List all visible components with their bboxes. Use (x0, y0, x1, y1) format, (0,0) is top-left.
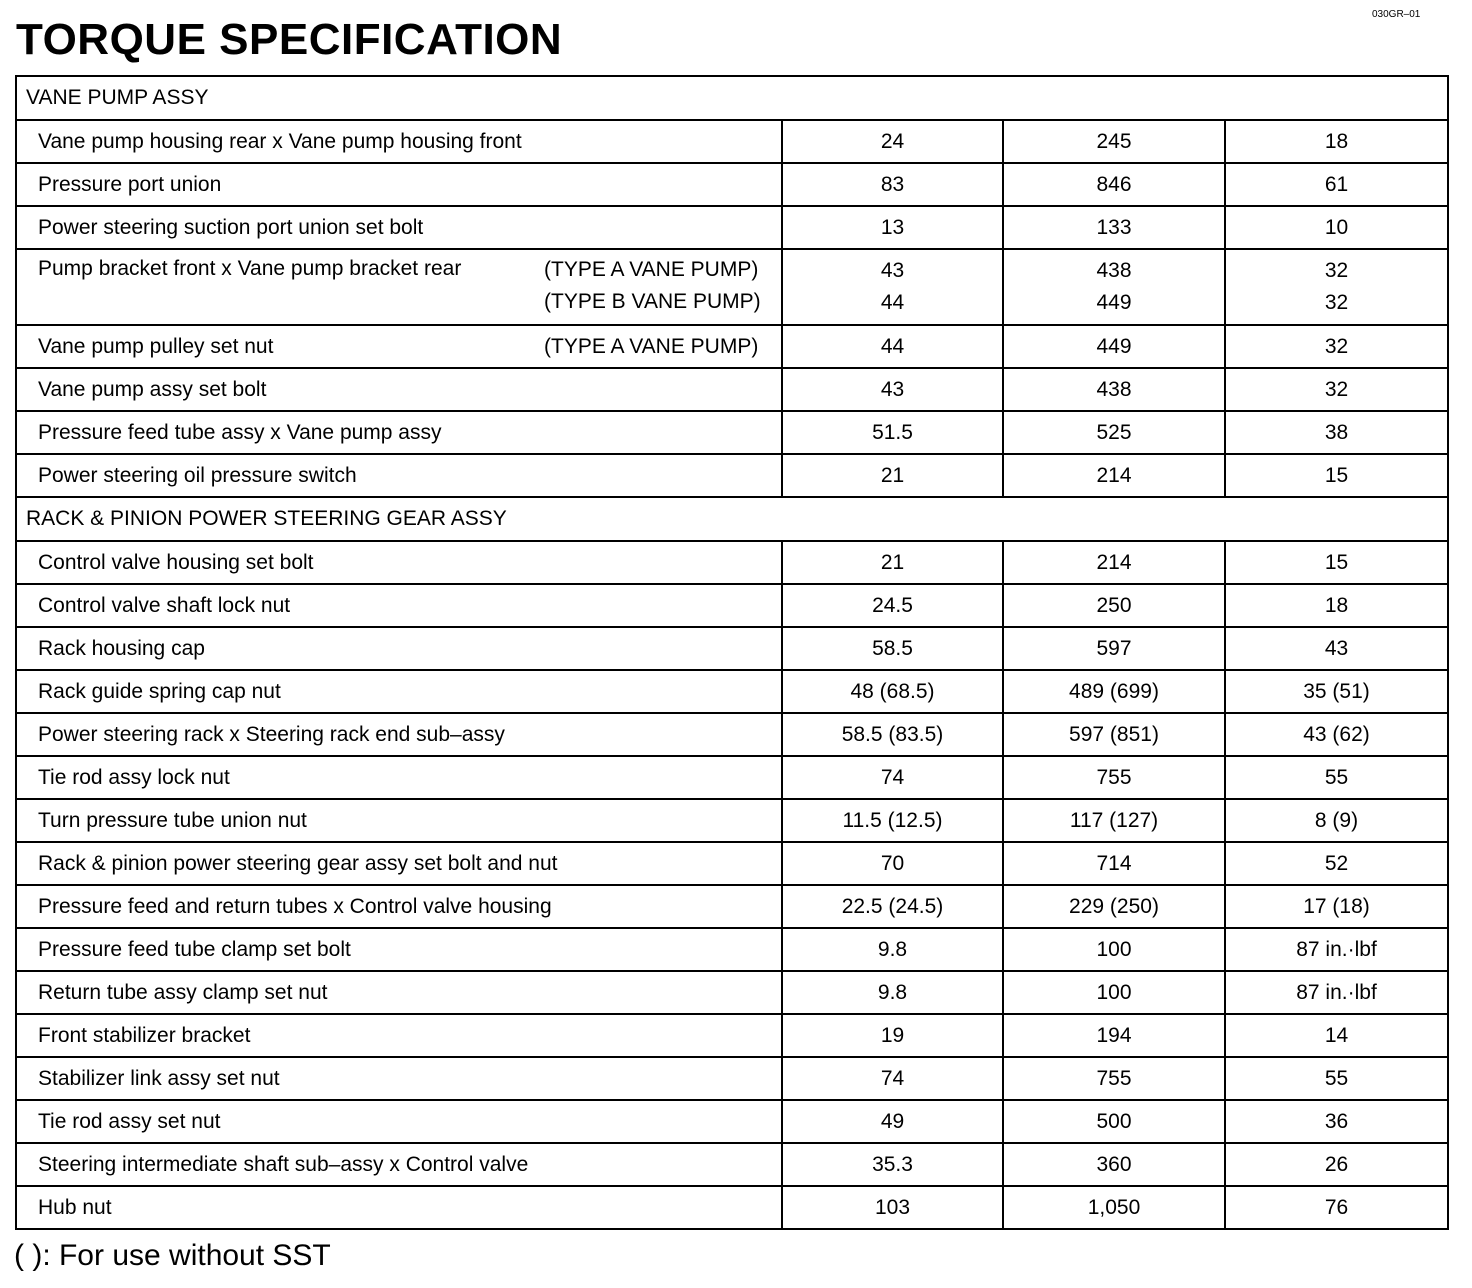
torque-value: 133 (1096, 215, 1132, 239)
torque-kgfcm-cell (1003, 885, 1225, 928)
torque-value: 19 (880, 1023, 905, 1047)
part-name: Hub nut (38, 1195, 112, 1219)
part-name-cell (16, 1014, 782, 1057)
part-name-cell (16, 411, 782, 454)
torque-kgfcm-cell (1003, 670, 1225, 713)
torque-value: 55 (1324, 1066, 1349, 1090)
part-name-cell (16, 627, 782, 670)
table-row (16, 325, 1448, 368)
table-row (16, 1014, 1448, 1057)
torque-value: 74 (880, 765, 905, 789)
torque-ftlbf-cell (1225, 1100, 1448, 1143)
table-row (16, 842, 1448, 885)
torque-value: 15 (1324, 463, 1349, 487)
torque-ftlbf-cell (1225, 971, 1448, 1014)
torque-value: 35 (51) (1303, 679, 1370, 703)
table-row (16, 713, 1448, 756)
torque-kgfcm-cell (1003, 1014, 1225, 1057)
torque-nm-cell (782, 971, 1003, 1014)
table-row (16, 928, 1448, 971)
part-name: Stabilizer link assy set nut (38, 1066, 280, 1090)
torque-nm-cell (782, 756, 1003, 799)
torque-kgfcm-cell (1003, 1100, 1225, 1143)
torque-value: 24.5 (872, 593, 913, 617)
type-note: (TYPE B VANE PUMP) (544, 290, 761, 313)
torque-kgfcm-cell (1003, 1186, 1225, 1229)
torque-ftlbf-cell (1225, 928, 1448, 971)
torque-kgfcm-cell (1003, 454, 1225, 497)
torque-value: 32 (1324, 291, 1349, 314)
footnote: ( ): For use without SST (14, 1239, 331, 1272)
torque-ftlbf-cell (1225, 627, 1448, 670)
torque-value: 43 (1324, 636, 1349, 660)
torque-nm-cell (782, 163, 1003, 206)
torque-kgfcm-cell (1003, 206, 1225, 249)
part-name: Power steering rack x Steering rack end sub–assy (38, 722, 505, 746)
part-name: Control valve housing set bolt (38, 550, 314, 574)
torque-kgfcm-cell (1003, 120, 1225, 163)
part-name: Vane pump assy set bolt (38, 377, 267, 401)
table-row (16, 541, 1448, 584)
torque-value: 1,050 (1087, 1195, 1141, 1219)
part-name: Vane pump pulley set nut (38, 334, 274, 358)
torque-value: 26 (1324, 1152, 1349, 1176)
torque-value: 18 (1324, 129, 1349, 153)
part-name: Power steering oil pressure switch (38, 463, 357, 487)
torque-nm-cell (782, 842, 1003, 885)
table-row (16, 885, 1448, 928)
torque-value: 48 (68.5) (850, 679, 935, 703)
torque-nm-cell (782, 1057, 1003, 1100)
torque-kgfcm-cell (1003, 627, 1225, 670)
torque-nm-cell (782, 325, 1003, 368)
torque-nm-cell (782, 1143, 1003, 1186)
torque-ftlbf-cell (1225, 756, 1448, 799)
table-row (16, 627, 1448, 670)
torque-kgfcm-cell (1003, 1057, 1225, 1100)
torque-value: 597 (851) (1069, 722, 1159, 746)
torque-ftlbf-cell (1225, 325, 1448, 368)
torque-value: 70 (880, 851, 905, 875)
torque-value: 103 (874, 1195, 911, 1219)
part-name: Vane pump housing rear x Vane pump housing front (38, 129, 522, 153)
part-name: Turn pressure tube union nut (38, 808, 307, 832)
torque-value: 214 (1096, 550, 1132, 574)
torque-ftlbf-cell (1225, 120, 1448, 163)
part-name: Rack housing cap (38, 636, 205, 660)
torque-value: 755 (1096, 1066, 1132, 1090)
torque-nm-cell (782, 627, 1003, 670)
table-row (16, 799, 1448, 842)
torque-value: 597 (1096, 636, 1132, 660)
torque-nm-cell (782, 799, 1003, 842)
table-row (16, 1100, 1448, 1143)
torque-kgfcm-cell (1003, 249, 1225, 325)
torque-value: 44 (880, 291, 905, 314)
torque-value: 100 (1096, 937, 1132, 961)
torque-value: 74 (880, 1066, 905, 1090)
torque-nm-cell (782, 368, 1003, 411)
page-title: TORQUE SPECIFICATION (16, 15, 563, 64)
torque-value: 438 (1096, 377, 1132, 401)
figure-code: 030GR–01 (1372, 9, 1421, 20)
part-name: Tie rod assy lock nut (38, 765, 230, 789)
section-header-row (16, 497, 1448, 541)
part-name: Control valve shaft lock nut (38, 593, 291, 617)
torque-value: 229 (250) (1069, 894, 1159, 918)
torque-ftlbf-cell (1225, 454, 1448, 497)
torque-value: 32 (1324, 334, 1349, 358)
torque-nm-cell (782, 1186, 1003, 1229)
part-name-cell (16, 971, 782, 1014)
torque-value: 100 (1096, 980, 1132, 1004)
torque-kgfcm-cell (1003, 799, 1225, 842)
torque-nm-cell (782, 1100, 1003, 1143)
part-name-cell (16, 163, 782, 206)
torque-ftlbf-cell (1225, 163, 1448, 206)
torque-value: 194 (1096, 1023, 1132, 1047)
torque-nm-cell (782, 928, 1003, 971)
part-name: Rack guide spring cap nut (38, 679, 281, 703)
part-name-cell (16, 1143, 782, 1186)
torque-ftlbf-cell (1225, 541, 1448, 584)
torque-value: 17 (18) (1303, 894, 1370, 918)
torque-nm-cell (782, 411, 1003, 454)
part-name: Pressure port union (38, 172, 222, 196)
torque-value: 449 (1096, 291, 1132, 314)
part-name-cell (16, 584, 782, 627)
table-row (16, 120, 1448, 163)
part-name-cell (16, 670, 782, 713)
torque-value: 44 (880, 334, 905, 358)
torque-value: 489 (699) (1069, 679, 1159, 703)
torque-value: 14 (1324, 1023, 1349, 1047)
part-name-cell (16, 541, 782, 584)
table-row (16, 411, 1448, 454)
part-name: Pressure feed and return tubes x Control valve housing (38, 894, 552, 918)
torque-value: 21 (880, 463, 905, 487)
torque-value: 250 (1096, 593, 1132, 617)
table-row (16, 1186, 1448, 1229)
torque-value: 35.3 (872, 1152, 913, 1176)
torque-value: 58.5 (83.5) (841, 722, 944, 746)
table-row (16, 971, 1448, 1014)
torque-kgfcm-cell (1003, 584, 1225, 627)
table-row (16, 206, 1448, 249)
torque-value: 9.8 (877, 980, 908, 1004)
part-name-cell (16, 1057, 782, 1100)
part-name: Pump bracket front x Vane pump bracket rear (38, 257, 462, 280)
torque-value: 13 (880, 215, 905, 239)
torque-ftlbf-cell (1225, 670, 1448, 713)
torque-kgfcm-cell (1003, 368, 1225, 411)
torque-kgfcm-cell (1003, 971, 1225, 1014)
torque-nm-cell (782, 541, 1003, 584)
part-name-cell (16, 368, 782, 411)
part-name-cell (16, 799, 782, 842)
torque-ftlbf-cell (1225, 584, 1448, 627)
torque-value: 58.5 (872, 636, 913, 660)
torque-value: 500 (1096, 1109, 1132, 1133)
table-row (16, 1057, 1448, 1100)
table-row (16, 454, 1448, 497)
table-row (16, 756, 1448, 799)
torque-value: 214 (1096, 463, 1132, 487)
torque-value: 21 (880, 550, 905, 574)
torque-value: 846 (1096, 172, 1132, 196)
torque-value: 55 (1324, 765, 1349, 789)
section-heading: VANE PUMP ASSY (16, 76, 1448, 120)
torque-value: 525 (1096, 420, 1132, 444)
table-row (16, 249, 1448, 325)
torque-ftlbf-cell (1225, 1186, 1448, 1229)
torque-value: 61 (1324, 172, 1349, 196)
table-row (16, 163, 1448, 206)
torque-value: 43 (880, 259, 905, 282)
torque-value: 438 (1096, 259, 1132, 282)
part-name-cell (16, 1186, 782, 1229)
part-name: Pressure feed tube clamp set bolt (38, 937, 351, 961)
type-note: (TYPE A VANE PUMP) (544, 258, 759, 281)
torque-kgfcm-cell (1003, 541, 1225, 584)
torque-nm-cell (782, 1014, 1003, 1057)
type-note: (TYPE A VANE PUMP) (544, 334, 759, 358)
table-row (16, 584, 1448, 627)
torque-kgfcm-cell (1003, 163, 1225, 206)
part-name-cell (16, 713, 782, 756)
torque-kgfcm-cell (1003, 842, 1225, 885)
torque-ftlbf-cell (1225, 249, 1448, 325)
torque-nm-cell (782, 670, 1003, 713)
torque-value: 449 (1096, 334, 1132, 358)
torque-ftlbf-cell (1225, 713, 1448, 756)
torque-value: 22.5 (24.5) (841, 894, 944, 918)
torque-value: 10 (1324, 215, 1349, 239)
torque-value: 9.8 (877, 937, 908, 961)
part-name-cell (16, 928, 782, 971)
table-row (16, 368, 1448, 411)
torque-value: 755 (1096, 765, 1132, 789)
torque-kgfcm-cell (1003, 713, 1225, 756)
part-name: Power steering suction port union set bolt (38, 215, 424, 239)
part-name-cell (16, 842, 782, 885)
torque-table (15, 75, 1449, 1230)
torque-ftlbf-cell (1225, 799, 1448, 842)
torque-value: 43 (62) (1303, 722, 1370, 746)
section-heading: RACK & PINION POWER STEERING GEAR ASSY (16, 497, 1448, 541)
torque-value: 117 (127) (1069, 808, 1159, 832)
part-name: Tie rod assy set nut (38, 1109, 221, 1133)
torque-nm-cell (782, 120, 1003, 163)
torque-value: 245 (1096, 129, 1132, 153)
torque-value: 76 (1324, 1195, 1349, 1219)
torque-ftlbf-cell (1225, 885, 1448, 928)
torque-nm-cell (782, 885, 1003, 928)
torque-ftlbf-cell (1225, 206, 1448, 249)
part-name: Pressure feed tube assy x Vane pump assy (38, 420, 442, 444)
part-name-cell (16, 1100, 782, 1143)
part-name-cell (16, 325, 782, 368)
torque-value: 52 (1324, 851, 1349, 875)
torque-kgfcm-cell (1003, 325, 1225, 368)
torque-value: 24 (880, 129, 905, 153)
torque-value: 18 (1324, 593, 1349, 617)
torque-ftlbf-cell (1225, 368, 1448, 411)
torque-value: 15 (1324, 550, 1349, 574)
torque-ftlbf-cell (1225, 842, 1448, 885)
torque-kgfcm-cell (1003, 756, 1225, 799)
part-name-cell (16, 454, 782, 497)
torque-nm-cell (782, 584, 1003, 627)
torque-value: 87 in.·lbf (1296, 937, 1377, 961)
part-name-cell (16, 249, 782, 325)
torque-nm-cell (782, 249, 1003, 325)
torque-ftlbf-cell (1225, 1057, 1448, 1100)
torque-value: 87 in.·lbf (1296, 980, 1377, 1004)
torque-ftlbf-cell (1225, 1014, 1448, 1057)
torque-value: 8 (9) (1314, 808, 1359, 832)
part-name-cell (16, 756, 782, 799)
torque-value: 36 (1324, 1109, 1349, 1133)
part-name: Steering intermediate shaft sub–assy x Control valve (38, 1152, 529, 1176)
torque-kgfcm-cell (1003, 1143, 1225, 1186)
torque-nm-cell (782, 713, 1003, 756)
table-row (16, 1143, 1448, 1186)
torque-value: 38 (1324, 420, 1349, 444)
part-name: Front stabilizer bracket (38, 1023, 251, 1047)
part-name: Rack & pinion power steering gear assy set bolt and nut (38, 851, 558, 875)
section-header-row (16, 76, 1448, 120)
torque-value: 83 (880, 172, 905, 196)
table-row (16, 670, 1448, 713)
torque-value: 11.5 (12.5) (842, 808, 943, 832)
torque-nm-cell (782, 454, 1003, 497)
part-name: Return tube assy clamp set nut (38, 980, 328, 1004)
torque-ftlbf-cell (1225, 1143, 1448, 1186)
part-name-cell (16, 885, 782, 928)
torque-value: 32 (1324, 377, 1349, 401)
part-name-cell (16, 206, 782, 249)
torque-nm-cell (782, 206, 1003, 249)
torque-value: 714 (1096, 851, 1132, 875)
torque-kgfcm-cell (1003, 411, 1225, 454)
torque-value: 49 (880, 1109, 905, 1133)
torque-ftlbf-cell (1225, 411, 1448, 454)
torque-value: 43 (880, 377, 905, 401)
torque-value: 360 (1096, 1152, 1132, 1176)
part-name-cell (16, 120, 782, 163)
torque-kgfcm-cell (1003, 928, 1225, 971)
torque-value: 32 (1324, 259, 1349, 282)
torque-value: 51.5 (872, 420, 913, 444)
